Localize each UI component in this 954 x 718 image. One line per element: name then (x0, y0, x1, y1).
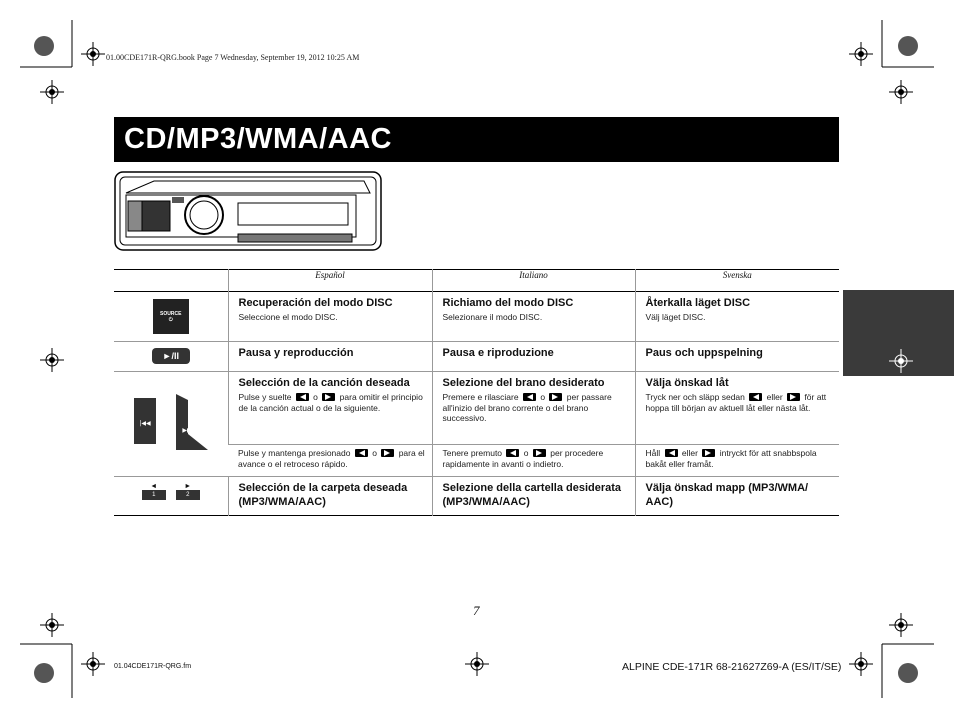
prev-icon (296, 393, 309, 401)
column-header-espanol: Español (228, 270, 432, 292)
prev-button-icon (134, 394, 156, 444)
page-number: 7 (473, 603, 480, 618)
next-icon (322, 393, 335, 401)
footer-file-name: 01.04CDE171R-QRG.fm (114, 663, 192, 670)
file-info-line: 01.00CDE171R-QRG.book Page 7 Wednesday, September 19, 2012 10:25 AM (106, 53, 360, 62)
side-tab (843, 290, 954, 376)
row-heading: Återkalla läget DISC (645, 297, 751, 309)
next-icon (549, 393, 562, 401)
prev-icon (506, 449, 519, 457)
column-header-svenska: Svenska (635, 270, 839, 292)
row-heading: Recuperación del modo DISC (238, 297, 393, 309)
play-pause-button-icon: ►/II (152, 348, 190, 364)
row-heading: Richiamo del modo DISC (442, 297, 574, 309)
table-row: SOURCE ⏻ Recuperación del modo DISC Seleccione el modo DISC. Richiamo del modo DISC Selezionare il modo DISC. Återkalla läget DISC Välj läget DISC. (114, 292, 839, 342)
prev-icon (523, 393, 536, 401)
table-row: |◀◀ ▶▶| Selección de la canción deseada Pulse y suelte o para omitir el principio de la canción actual o de la siguiente. Selezione del brano desiderato Premere e rilasciare o per passare all'inizio del brano corrente o del brano successivo. Välja önskad låt Tryck ner och släpp sedan eller för att hoppa till början av aktuell låt eller nästa låt. (114, 372, 839, 445)
icon-column-header (114, 270, 228, 292)
next-button-icon (176, 394, 208, 450)
next-icon (381, 449, 394, 457)
folder-down-button-icon: 1 (142, 490, 166, 500)
prev-icon (665, 449, 678, 457)
table-row: ►/II Pausa y reproducción Pausa e riproduzione Paus och uppspelning (114, 342, 839, 372)
prev-icon (749, 393, 762, 401)
next-icon (787, 393, 800, 401)
column-header-italiano: Italiano (432, 270, 635, 292)
next-icon (702, 449, 715, 457)
table-row: Pulse y mantenga presionado o para el avance o el retroceso rápido. Tenere premuto o per procedere rapidamente in avanti o indietro. Håll eller intryckt för att snabbspola bakåt eller framåt. (114, 445, 839, 477)
source-button-icon: SOURCE ⏻ (153, 299, 189, 334)
function-table (114, 269, 839, 516)
folder-buttons-icon: ◄ 1 ► 2 (114, 483, 228, 500)
prev-next-button-icon (114, 394, 228, 450)
svg-text:|◀◀: |◀◀ (139, 420, 151, 427)
head-unit-illustration (114, 171, 382, 251)
page-title: CD/MP3/WMA/AAC (124, 123, 392, 155)
folder-up-button-icon: 2 (176, 490, 200, 500)
svg-text:▶▶|: ▶▶| (182, 427, 194, 434)
footer-model-code: ALPINE CDE-171R 68-21627Z69-A (ES/IT/SE) (622, 661, 842, 673)
table-row: ◄ 1 ► 2 Selección de la carpeta deseada (MP3/WMA/AAC) Selezione della cartella desiderata (MP3/WMA/AAC) Välja önskad mapp (MP3/WMA/ AAC) (114, 477, 839, 516)
prev-icon (355, 449, 368, 457)
next-icon (533, 449, 546, 457)
